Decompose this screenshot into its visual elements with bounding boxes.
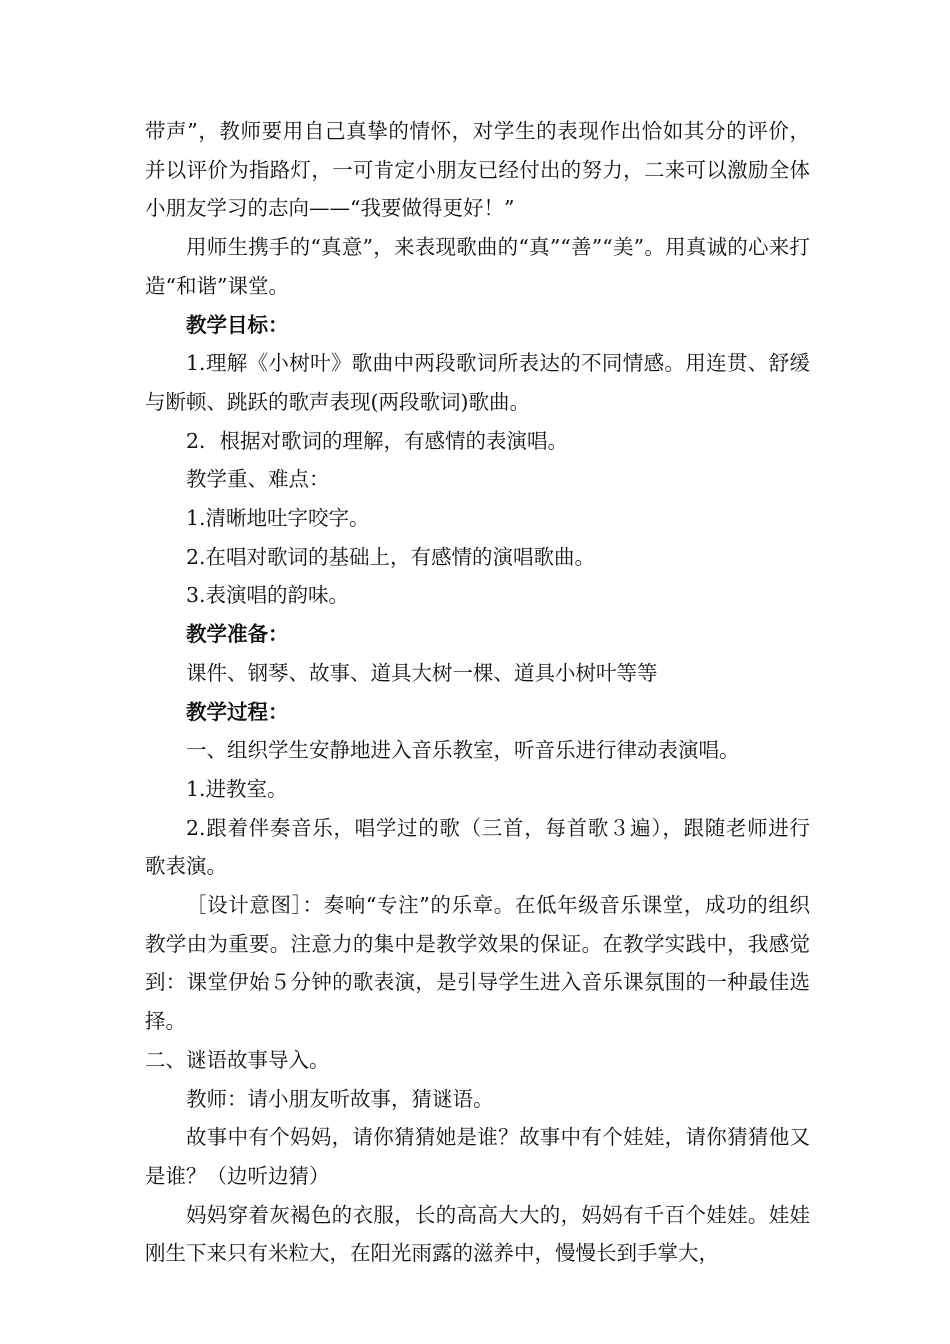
preparation-list: 课件、钢琴、故事、道具大树一棵、道具小树叶等等 <box>186 660 658 685</box>
key-point-1: 1.清晰地吐字咬字。 <box>186 506 370 531</box>
paragraph-2: 用师生携手的“真意”，来表现歌曲的“真”“善”“美”。用真诚的心来打造“和谐”课堂。 <box>145 235 810 298</box>
heading-preparation: 教学准备： <box>186 622 289 647</box>
design-intent: ［设计意图］：奏响“专注”的乐章。在低年级音乐课堂，成功的组织教学由为重要。注意力的集中是教学效果的保证。在教学实践中，我感觉到：课堂伊始５分钟的歌表演，是引导学生进入音乐课氛围的一种最佳选择。 <box>145 893 810 1034</box>
heading-process: 教学过程： <box>186 699 289 724</box>
process-step-1-item-1: 1.进教室。 <box>186 776 288 801</box>
process-step-1: 一、组织学生安静地进入音乐教室，听音乐进行律动表演唱。 <box>186 738 740 763</box>
goal-item-1: 1.理解《小树叶》歌曲中两段歌词所表达的不同情感。用连贯、舒缓与断顿、跳跃的歌声表现(两段歌词)歌曲。 <box>145 351 810 414</box>
process-step-1-item-2: 2.跟着伴奏音乐，唱学过的歌（三首，每首歌３遍），跟随老师进行歌表演。 <box>145 815 810 879</box>
key-point-3: 3.表演唱的韵味。 <box>186 583 350 608</box>
process-step-2: 二、谜语故事导入。 <box>145 1047 330 1072</box>
teacher-prompt: 教师：请小朋友听故事，猜谜语。 <box>186 1086 494 1111</box>
document-body <box>145 112 810 1273</box>
key-point-2: 2.在唱对歌词的基础上，有感情的演唱歌曲。 <box>186 544 596 569</box>
heading-teaching-goals: 教学目标： <box>186 312 289 337</box>
story-text: 妈妈穿着灰褐色的衣服，长的高高大大的，妈妈有千百个娃娃。娃娃刚生下来只有米粒大，在阳光雨露的滋养中，慢慢长到手掌大， <box>145 1202 810 1266</box>
story-question: 故事中有个妈妈，请你猜猜她是谁？故事中有个娃娃，请你猜猜他又是谁？（边听边猜） <box>145 1125 810 1188</box>
paragraph-1: 带声”，教师要用自己真挚的情怀，对学生的表现作出恰如其分的评价，并以评价为指路灯，一可肯定小朋友已经付出的努力，二来可以激励全体小朋友学习的志向——“我要做得更好！” <box>145 119 810 221</box>
heading-key-points: 教学重、难点： <box>186 467 330 492</box>
goal-item-2: 2．根据对歌词的理解，有感情的表演唱。 <box>186 428 569 453</box>
